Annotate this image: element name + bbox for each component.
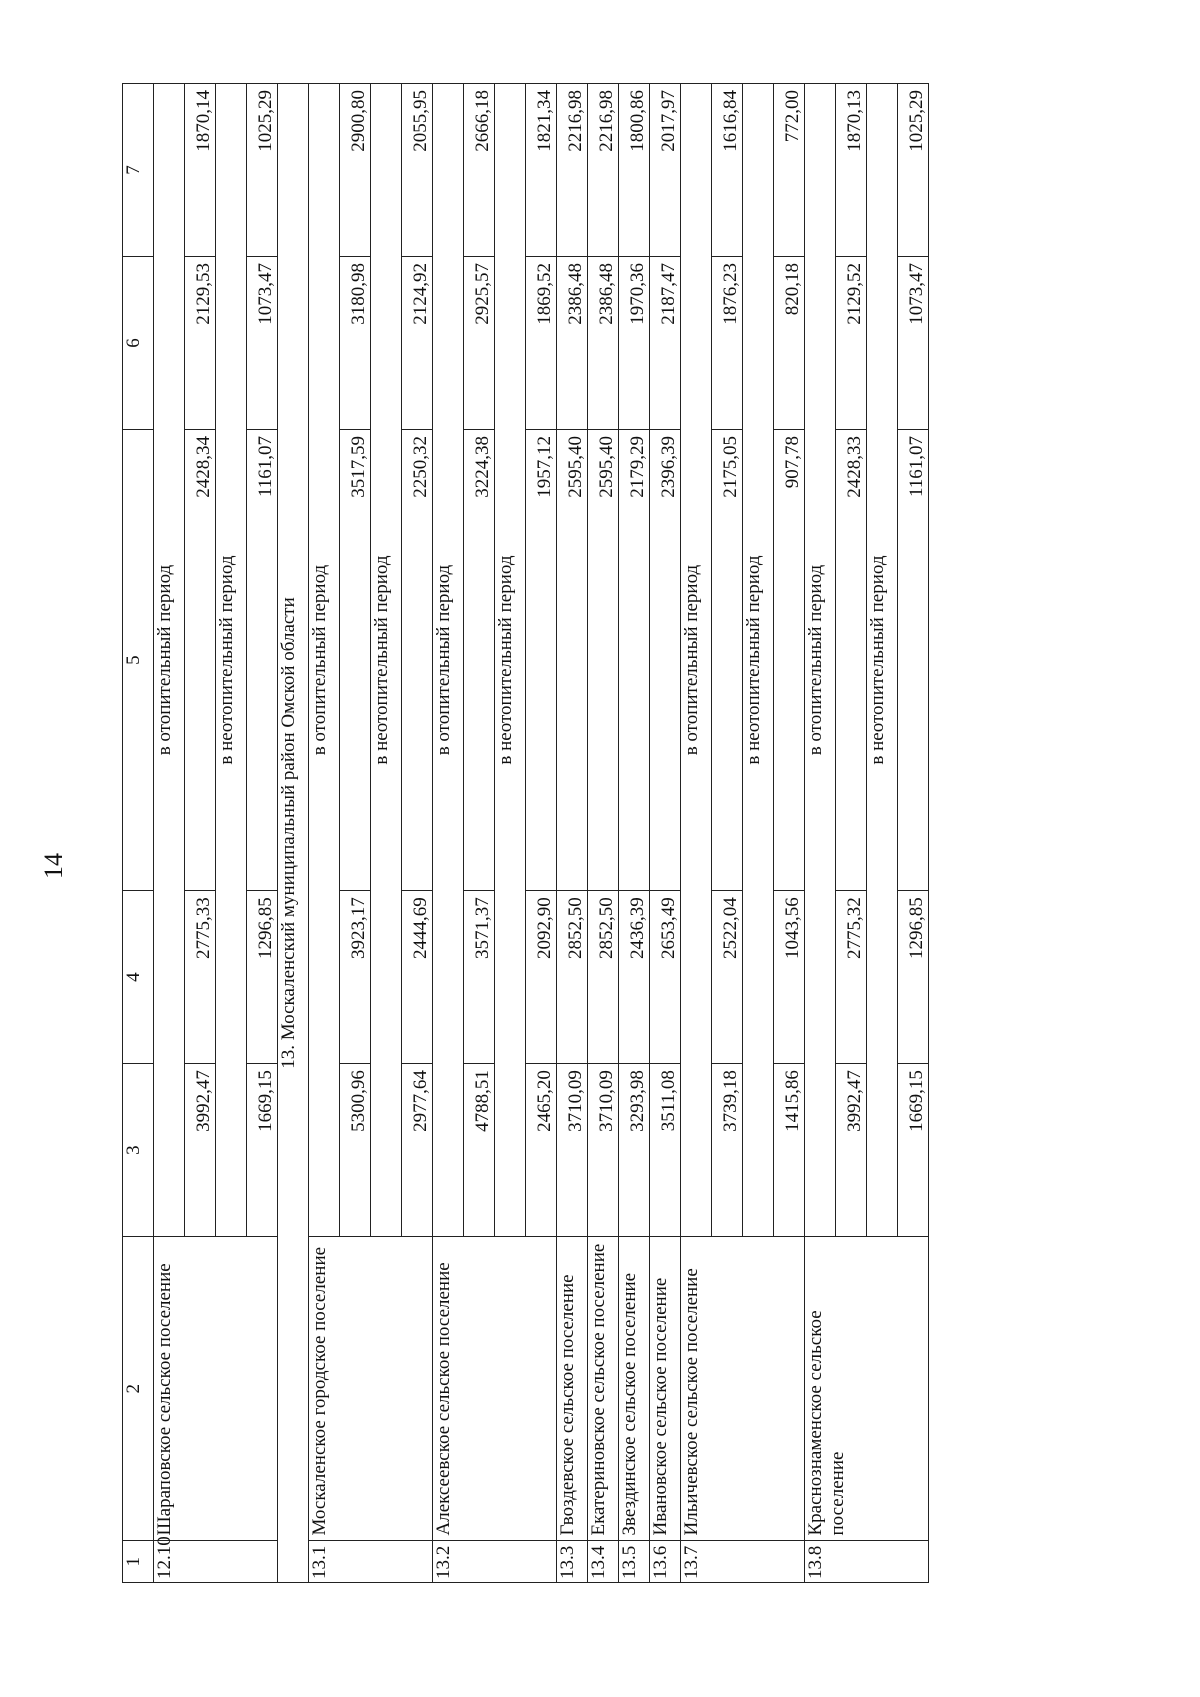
value-cell: 3224,38 [464, 429, 495, 890]
period-label: в неотопительный период [743, 84, 774, 1237]
period-label: в неотопительный период [371, 84, 402, 1237]
settlement-name: Ильичевское сельское поселение [681, 1237, 805, 1541]
settlement-name: Звездинское сельское поселение [619, 1237, 650, 1541]
value-cell: 1869,52 [526, 257, 557, 430]
value-cell: 2522,04 [712, 891, 743, 1064]
row-code: 13.5 [619, 1541, 650, 1583]
row-code: 13.4 [588, 1541, 619, 1583]
value-cell: 2175,05 [712, 429, 743, 890]
value-cell: 2250,32 [402, 429, 433, 890]
value-cell: 2444,69 [402, 891, 433, 1064]
header-cell: 4 [123, 891, 154, 1064]
row-code: 13.1 [309, 1541, 433, 1583]
value-cell: 3739,18 [712, 1064, 743, 1237]
table-row [433, 84, 464, 1583]
value-cell: 1025,29 [247, 84, 278, 257]
row-code: 13.6 [650, 1541, 681, 1583]
value-cell: 1970,36 [619, 257, 650, 430]
value-cell: 2900,80 [340, 84, 371, 257]
value-cell: 1043,56 [774, 891, 805, 1064]
value-cell: 2775,32 [836, 891, 867, 1064]
value-cell: 1161,07 [898, 429, 929, 890]
value-cell: 3992,47 [836, 1064, 867, 1237]
value-cell: 2396,39 [650, 429, 681, 890]
tariff-table-container [122, 83, 1052, 1583]
tariff-table [122, 83, 929, 1583]
period-label: в отопительный период [805, 84, 836, 1237]
value-cell: 3710,09 [557, 1064, 588, 1237]
value-cell: 2852,50 [557, 891, 588, 1064]
value-cell: 772,00 [774, 84, 805, 257]
value-cell: 1025,29 [898, 84, 929, 257]
table-row [681, 84, 712, 1583]
settlement-name: Москаленское городское поселение [309, 1237, 433, 1541]
value-cell: 3180,98 [340, 257, 371, 430]
value-cell: 2436,39 [619, 891, 650, 1064]
row-code: 13.7 [681, 1541, 805, 1583]
value-cell: 3992,47 [185, 1064, 216, 1237]
value-cell: 1800,86 [619, 84, 650, 257]
value-cell: 4788,51 [464, 1064, 495, 1237]
period-label: в неотопительный период [867, 84, 898, 1237]
value-cell: 820,18 [774, 257, 805, 430]
value-cell: 2017,97 [650, 84, 681, 257]
period-label: в отопительный период [154, 84, 185, 1237]
value-cell: 3571,37 [464, 891, 495, 1064]
value-cell: 2977,64 [402, 1064, 433, 1237]
value-cell: 1073,47 [247, 257, 278, 430]
row-code: 13.3 [557, 1541, 588, 1583]
value-cell: 2653,49 [650, 891, 681, 1064]
value-cell: 2428,33 [836, 429, 867, 890]
section-row [278, 84, 309, 1583]
value-cell: 3511,08 [650, 1064, 681, 1237]
header-cell: 5 [123, 429, 154, 890]
settlement-name: Екатериновское сельское поселение [588, 1237, 619, 1541]
table-row [805, 84, 836, 1583]
value-cell: 2129,52 [836, 257, 867, 430]
value-cell: 1957,12 [526, 429, 557, 890]
value-cell: 2775,33 [185, 891, 216, 1064]
value-cell: 2465,20 [526, 1064, 557, 1237]
header-row [123, 84, 154, 1583]
settlement-name: Гвоздевское сельское поселение [557, 1237, 588, 1541]
period-label: в неотопительный период [495, 84, 526, 1237]
header-cell: 3 [123, 1064, 154, 1237]
value-cell: 1161,07 [247, 429, 278, 890]
settlement-name: Краснознаменское сельское поселение [805, 1237, 929, 1541]
value-cell: 2852,50 [588, 891, 619, 1064]
table-row [619, 84, 650, 1583]
period-label: в отопительный период [433, 84, 464, 1237]
row-code: 13.2 [433, 1541, 557, 1583]
value-cell: 3293,98 [619, 1064, 650, 1237]
value-cell: 1870,14 [185, 84, 216, 257]
value-cell: 3710,09 [588, 1064, 619, 1237]
settlement-name: Алексеевское сельское поселение [433, 1237, 557, 1541]
table-row [154, 84, 185, 1583]
row-code: 12.10 [154, 1541, 278, 1583]
value-cell: 907,78 [774, 429, 805, 890]
value-cell: 3923,17 [340, 891, 371, 1064]
header-cell: 1 [123, 1541, 154, 1583]
table-row [588, 84, 619, 1583]
period-label: в отопительный период [309, 84, 340, 1237]
value-cell: 2179,29 [619, 429, 650, 890]
value-cell: 2386,48 [557, 257, 588, 430]
value-cell: 1616,84 [712, 84, 743, 257]
value-cell: 1669,15 [247, 1064, 278, 1237]
row-code: 13.8 [805, 1541, 929, 1583]
value-cell: 2092,90 [526, 891, 557, 1064]
value-cell: 2216,98 [588, 84, 619, 257]
header-cell: 2 [123, 1237, 154, 1541]
table-row [309, 84, 340, 1583]
value-cell: 2386,48 [588, 257, 619, 430]
settlement-name: Ивановское сельское поселение [650, 1237, 681, 1541]
value-cell: 2595,40 [557, 429, 588, 890]
header-cell: 7 [123, 84, 154, 257]
value-cell: 1296,85 [247, 891, 278, 1064]
header-cell: 6 [123, 257, 154, 430]
value-cell: 2129,53 [185, 257, 216, 430]
period-label: в отопительный период [681, 84, 712, 1237]
value-cell: 2187,47 [650, 257, 681, 430]
value-cell: 2595,40 [588, 429, 619, 890]
value-cell: 1415,86 [774, 1064, 805, 1237]
settlement-name: Шараповское сельское поселение [154, 1237, 278, 1541]
value-cell: 2925,57 [464, 257, 495, 430]
period-label: в неотопительный период [216, 84, 247, 1237]
value-cell: 2216,98 [557, 84, 588, 257]
table-row [650, 84, 681, 1583]
value-cell: 1073,47 [898, 257, 929, 430]
value-cell: 1821,34 [526, 84, 557, 257]
section-title: 13. Москаленский муниципальный район Омской области [278, 84, 309, 1583]
value-cell: 1669,15 [898, 1064, 929, 1237]
value-cell: 2666,18 [464, 84, 495, 257]
value-cell: 3517,59 [340, 429, 371, 890]
value-cell: 1296,85 [898, 891, 929, 1064]
value-cell: 2055,95 [402, 84, 433, 257]
value-cell: 2124,92 [402, 257, 433, 430]
value-cell: 2428,34 [185, 429, 216, 890]
value-cell: 1870,13 [836, 84, 867, 257]
page-number: 14 [39, 853, 68, 879]
value-cell: 5300,96 [340, 1064, 371, 1237]
table-row [557, 84, 588, 1583]
value-cell: 1876,23 [712, 257, 743, 430]
